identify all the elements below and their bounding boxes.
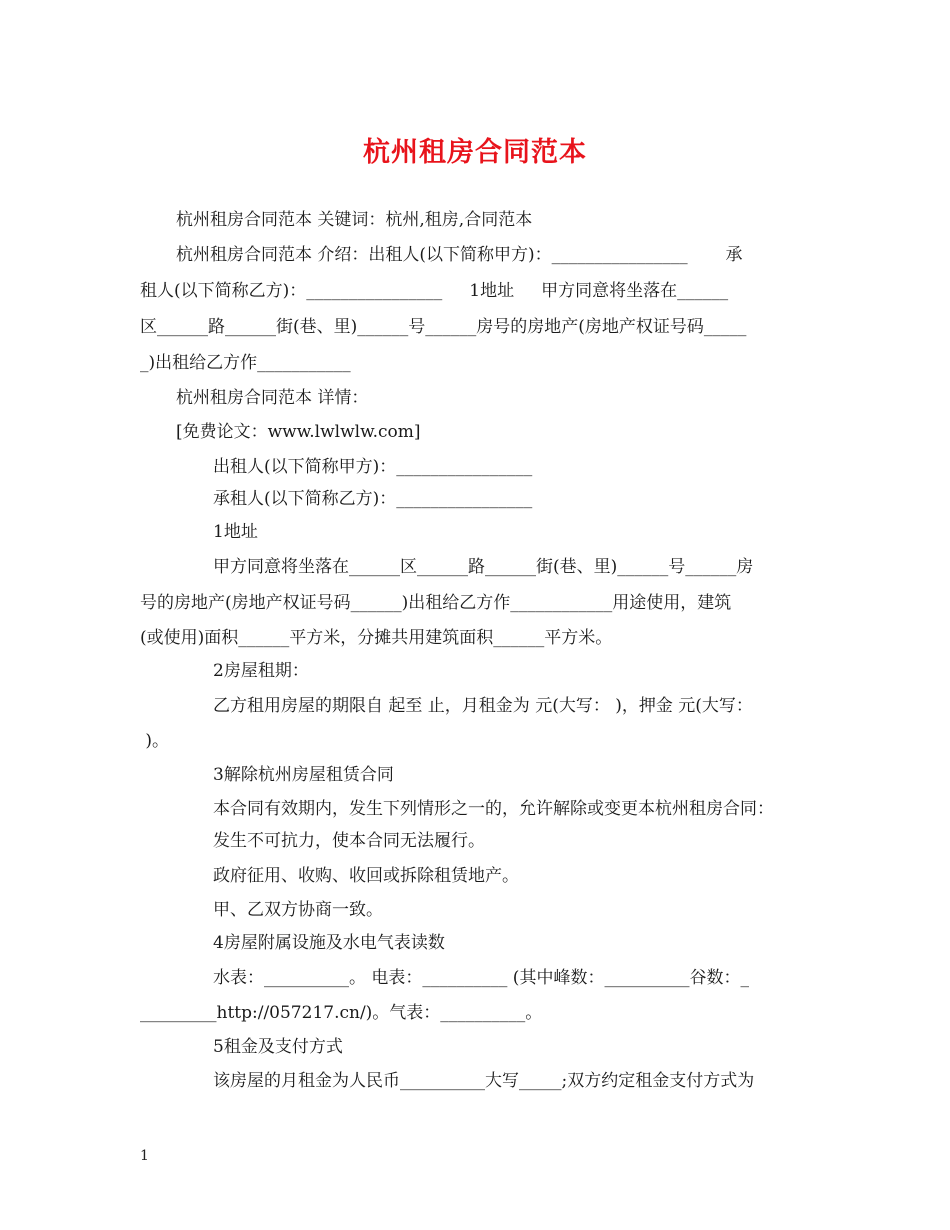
body-line: 乙方租用房屋的期限自 起至 止，月租金为 元(大写： )，押金 元(大写： xyxy=(213,696,753,716)
body-line: 甲、乙双方协商一致。 xyxy=(213,900,383,920)
body-line: _________http://057217.cn/)。气表：__________。 xyxy=(140,1003,543,1023)
body-line: (或使用)面积______平方米，分摊共用建筑面积______平方米。 xyxy=(140,628,613,648)
body-line: )。 xyxy=(140,731,170,751)
intro-line: 杭州租房合同范本 介绍：出租人(以下简称甲方)：________________ 承 xyxy=(176,245,743,265)
body-line: 该房屋的月租金为人民币__________大写_____;双方约定租金支付方式为 xyxy=(213,1071,755,1091)
page-number: 1 xyxy=(140,1148,149,1164)
section-heading: 4房屋附属设施及水电气表读数 xyxy=(213,933,445,953)
body-line: 政府征用、收购、收回或拆除租赁地产。 xyxy=(213,866,519,886)
body-line: 甲方同意将坐落在______区______路______街(巷、里)______号______房 xyxy=(213,557,754,577)
keywords-line: 杭州租房合同范本 关键词：杭州,租房,合同范本 xyxy=(176,210,533,230)
intro-line: 租人(以下简称乙方)：________________ 1地址 甲方同意将坐落在______ xyxy=(140,281,729,301)
intro-line: _)出租给乙方作___________ xyxy=(140,353,351,373)
intro-line: 区______路______街(巷、里)______号______房号的房地产(房地产权证号码_____ xyxy=(140,317,747,337)
section-heading: 2房屋租期： xyxy=(213,661,309,681)
body-line: 水表：__________。 电表：__________ (其中峰数：__________谷数：_ xyxy=(213,968,749,988)
body-line: 发生不可抗力，使本合同无法履行。 xyxy=(213,831,485,851)
section-heading: 1地址 xyxy=(213,522,258,542)
body-line: 本合同有效期内，发生下列情形之一的，允许解除或变更本杭州租房合同： xyxy=(213,799,774,819)
source-note: [免费论文：www.lwlwlw.com] xyxy=(176,422,421,442)
lessee-line: 承租人(以下简称乙方)：________________ xyxy=(213,489,533,509)
details-heading: 杭州租房合同范本 详情： xyxy=(176,388,369,408)
lessor-line: 出租人(以下简称甲方)：________________ xyxy=(213,457,533,477)
section-heading: 5租金及支付方式 xyxy=(213,1037,343,1057)
document-title: 杭州租房合同范本 xyxy=(363,137,587,168)
section-heading: 3解除杭州房屋租赁合同 xyxy=(213,765,394,785)
body-line: 号的房地产(房地产权证号码______)出租给乙方作____________用途使用，建筑 xyxy=(140,593,732,613)
